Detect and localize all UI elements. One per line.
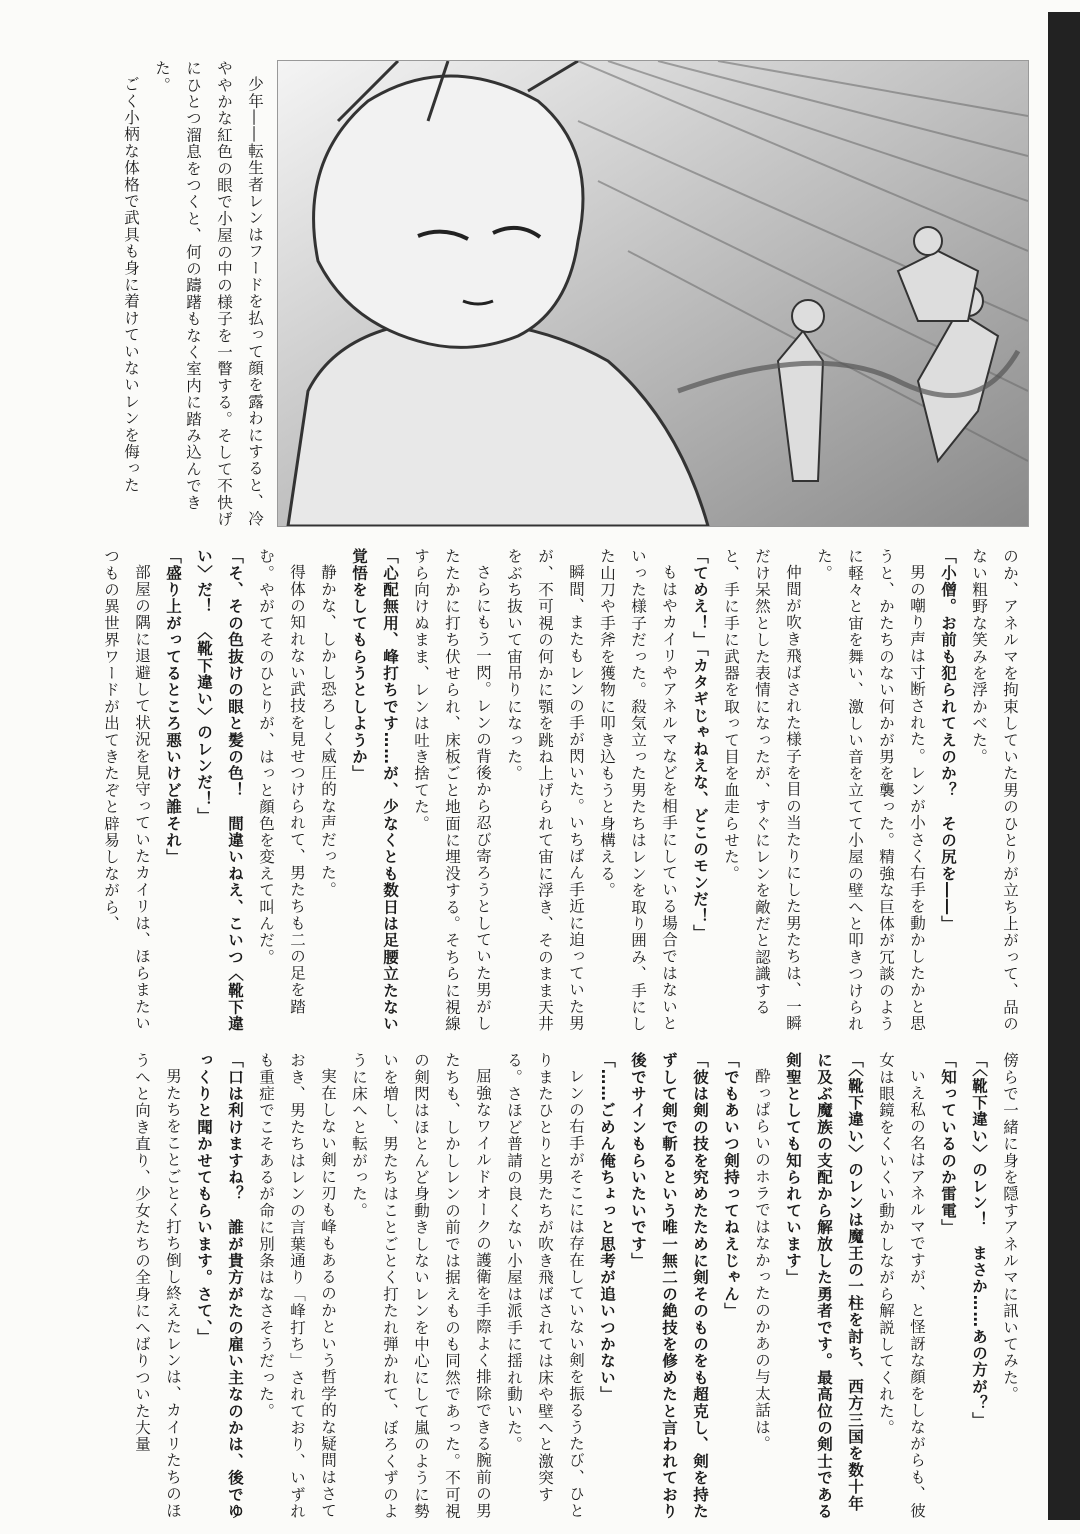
dialogue-line: 「盛り上がってるところ悪いけど誰それ」: [164, 548, 182, 866]
paragraph: 傍らで一緒に身を隠すアネルマに訊いてみた。: [1001, 1052, 1019, 1403]
dialogue-line: 「心配無用、峰打ちです……が、少なくとも数日は足腰立たない覚悟をしてもらうとしようか」: [350, 548, 399, 1033]
paragraph: 静かな、しかし恐ろしく威圧的な声だった。: [319, 563, 337, 898]
dialogue-line: 「てめえ！」「カタギじゃねえな、どこのモンだ！」: [691, 548, 709, 942]
black-edge-bar: [1048, 12, 1080, 1520]
dialogue-line: 「小僧。お前も犯られてえのか？ その尻を――」: [939, 548, 957, 933]
paragraph: いえ私の名はアネルマですが、と怪訝な顔をしながらも、彼女は眼鏡をくいくい動かしながら解説してくれた。: [877, 1052, 926, 1519]
dialogue-line: 「口は利けますね？ 誰が貴方がたの雇い主なのかは、後でゆっくりと聞かせてもらいます。さて、」: [195, 1052, 244, 1520]
paragraph: 男の嘲り声は寸断された。レンが小さく右手を動かしたかと思うと、かたちのない何かが男を襲った。精強な巨体が冗談のように軽々と宙を舞い、激しい音を立てて小屋の壁へと叩きつけられた。: [815, 548, 926, 1033]
intro-text-column: [95, 60, 270, 530]
paragraph: 瞬間、またもレンの手が閃いた。いちばん手近に迫っていた男が、不可視の何かに顎を跳ね上げられて宙に浮き、そのまま天井をぶち抜いて宙吊りになった。: [505, 548, 585, 1033]
paragraph: 酔っぱらいのホラではなかったのかあの与太話は。: [753, 1067, 771, 1452]
paragraph: 実在しない剣に刃も峰もあるのかという哲学的な疑問はさておき、男たちはレンの言葉通り「峰打ち」されており、いずれも重症でこそあるが命に別条はなさそうだった。: [257, 1052, 337, 1520]
paragraph: 屈強なワイルドオークの護衛を手際よく排除できる腕前の男たちも、しかしレンの前では据えものも同然であった。不可視の剣閃はほとんど身動きしないレンを中心にして嵐のように勢いを増し、男たちはことごとく打たれ弾かれて、ぼろくずのように床へと転がった。: [350, 1052, 492, 1520]
paragraph: もはやカイリやアネルマなどを相手にしている場合ではないといった様子だった。殺気立った男たちはレンを取り囲み、手にした山刀や手斧を獲物に叩き込もうと身構える。: [598, 548, 678, 1033]
dialogue-line: 「〈靴下違い〉のレン！ まさか……あの方が？」: [970, 1052, 988, 1429]
paragraph: 仲間が吹き飛ばされた様子を目の当たりにした男たちは、一瞬だけ呆然とした表情になったが、すぐにレンを敵だと認識すると、手に手に武器を取って目を血走らせた。: [722, 548, 802, 1032]
dialogue-line: 「彼は剣の技を究めたために剣そのものをも超克し、剣を持たずして剣で斬るという唯一無二の絶技を修めたと言われており後でサインもらいたいです」: [629, 1052, 709, 1520]
illustration-artwork: [278, 61, 1028, 526]
page-edge: [1040, 0, 1080, 1534]
paragraph: 少年――転生者レンはフードを払って顔を露わにすると、冷ややかな紅色の眼で小屋の中の様子を一瞥する。そして不快げにひとつ溜息をつくと、何の躊躇もなく室内に踏み込んできた。: [153, 60, 264, 528]
paragraph: レンの右手がそこには存在していない剣を振るうたび、ひとりまたひとりと男たちが吹き飛ばされては床や壁へと激突する。さほど普請の良くない小屋は派手に揺れ動いた。: [505, 1052, 585, 1519]
dialogue-line: 「……ごめん俺ちょっと思考が追いつかない」: [598, 1052, 616, 1403]
dialogue-line: 「そ、その色抜けの眼と髪の色！ 間違いねえ、こいつ〈靴下違い〉だ！ 〈靴下違い〉のレンだ！」: [195, 548, 244, 1033]
dialogue-line: 「知っているのか雷電」: [939, 1052, 957, 1236]
paragraph: ごく小柄な体格で武具も身に着けていないレンを侮った: [122, 75, 140, 493]
illustration: [277, 60, 1029, 527]
upper-text-column: [100, 548, 1025, 1040]
lower-text-column: [100, 1052, 1025, 1524]
paragraph: 男たちをことごとく打ち倒し終えたレンは、カイリたちのほうへと向き直り、少女たちの全身にへばりついた大量: [133, 1052, 182, 1519]
dialogue-line: 「〈靴下違い〉のレンは魔王の一柱を討ち、西方三国を数十年に及ぶ魔族の支配から解放した勇者です。最高位の剣士である剣聖としても知られています」: [784, 1052, 864, 1520]
paragraph: 部屋の隅に退避して状況を見守っていたカイリは、ほらまたいつもの異世界ワードが出てきたぞと辟易しながら、: [102, 548, 151, 1032]
paragraph: のか、アネルマを拘束していた男のひとりが立ち上がって、品のない粗野な笑みを浮かべた。: [970, 548, 1019, 1033]
paragraph: 得体の知れない武技を見せつけられて、男たちも二の足を踏む。やがてそのひとりが、はっと顔色を変えて叫んだ。: [257, 548, 306, 1015]
paragraph: さらにもう一閃。レンの背後から忍び寄ろうとしていた男がしたたかに打ち伏せられ、床板ごと地面に埋没する。そちらに視線すら向けぬまま、レンは吐き捨てた。: [412, 548, 492, 1033]
dialogue-line: 「でもあいつ剣持ってねえじゃん」: [722, 1052, 740, 1320]
